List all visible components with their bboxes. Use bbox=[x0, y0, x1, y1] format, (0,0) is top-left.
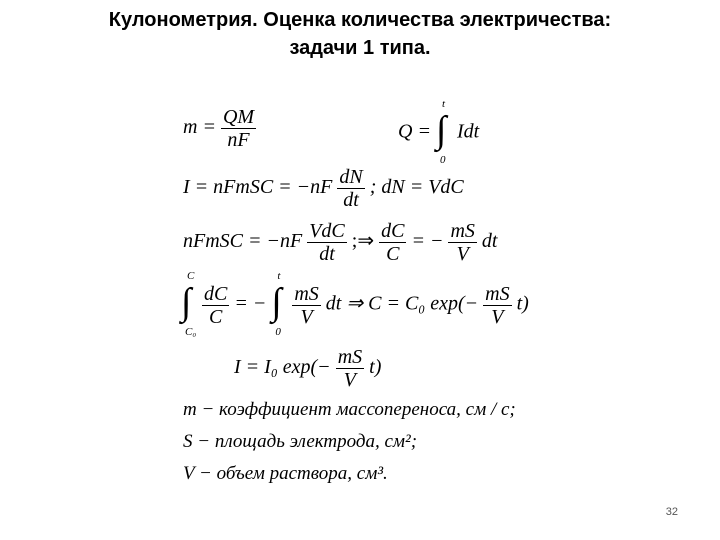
eq6-numerator: mS bbox=[337, 346, 363, 368]
eq3-numerator: dN bbox=[339, 166, 363, 188]
page-number: 32 bbox=[665, 506, 678, 518]
eq5-denominator-2: V bbox=[300, 305, 313, 328]
eq5-int1-upper: C bbox=[187, 270, 195, 282]
eq2-body: Idt bbox=[456, 120, 480, 143]
eq4-denominator-1: dt bbox=[319, 243, 335, 265]
eq5-numerator-3: mS bbox=[485, 282, 510, 305]
eq5-int2-lower: 0 bbox=[275, 326, 281, 338]
eq4-denominator-2: C bbox=[386, 243, 400, 265]
integral-icon: ∫ t 0 bbox=[271, 270, 282, 338]
eq3-denominator: dt bbox=[343, 189, 359, 211]
title-line-2: задачи 1 типа. bbox=[289, 37, 431, 59]
eq5-numerator-2: mS bbox=[294, 282, 319, 305]
integral-icon: ∫ C C₀ bbox=[181, 270, 197, 338]
eq5-denominator-1: C bbox=[209, 305, 223, 328]
variable-definition-s: S − площадь электрода, см²; bbox=[183, 431, 418, 452]
eq1-numerator: QM bbox=[222, 106, 255, 128]
variable-definition-v: V − объем раствора, см³. bbox=[183, 463, 388, 484]
eq4-numerator-2: dC bbox=[381, 220, 405, 242]
eq3-fraction bbox=[337, 166, 364, 211]
eq5-fraction-3 bbox=[483, 283, 511, 328]
equation-charge bbox=[398, 98, 480, 166]
eq5-int1-lower: C₀ bbox=[185, 326, 197, 338]
eq1-lhs: m = bbox=[183, 116, 216, 139]
eq6-text: I = I₀ exp(− bbox=[234, 356, 331, 379]
eq6-fraction bbox=[336, 346, 364, 391]
eq4-fraction-3 bbox=[448, 220, 476, 265]
slide-title bbox=[0, 6, 720, 62]
equation-substitution bbox=[183, 220, 497, 265]
eq4-denominator-3: V bbox=[456, 243, 469, 265]
eq5-equals: = − bbox=[234, 292, 267, 315]
eq1-denominator: nF bbox=[227, 129, 250, 151]
eq4-numerator-3: mS bbox=[450, 220, 475, 242]
equation-current-decay bbox=[234, 346, 381, 391]
eq4-numerator-1: VdC bbox=[309, 220, 345, 242]
eq2-lower-limit: 0 bbox=[439, 154, 446, 166]
eq5-int2-upper: t bbox=[277, 270, 281, 282]
eq4-fraction-2 bbox=[379, 220, 406, 265]
eq3-tail: ; dN = VdC bbox=[369, 176, 464, 199]
equation-current bbox=[183, 166, 464, 211]
equation-mass bbox=[183, 106, 256, 151]
eq6-denominator: V bbox=[343, 369, 357, 391]
eq1-fraction bbox=[221, 106, 256, 151]
eq4-fraction-1 bbox=[307, 220, 347, 265]
eq5-numerator-1: dC bbox=[204, 282, 228, 305]
eq5-fraction-1 bbox=[202, 283, 229, 328]
eq5-tail: t) bbox=[516, 292, 529, 315]
eq6-tail: t) bbox=[369, 356, 382, 379]
eq2-lhs: Q = bbox=[398, 120, 431, 143]
title-line-1: Кулонометрия. Оценка количества электричества: bbox=[108, 9, 612, 31]
eq4-text: nFmSC = −nF bbox=[183, 230, 303, 253]
eq4-tail: dt bbox=[481, 230, 498, 253]
integral-icon: ∫ t 0 bbox=[435, 98, 447, 166]
eq3-text: I = nFmSC = −nF bbox=[183, 176, 333, 199]
variable-definition-m: m − коэффициент массопереноса, см / с; bbox=[183, 399, 516, 420]
eq4-implies: ;⇒ bbox=[351, 230, 375, 253]
eq5-fraction-2 bbox=[292, 283, 320, 328]
eq5-denominator-3: V bbox=[491, 305, 504, 328]
eq4-equals: = − bbox=[411, 230, 444, 253]
eq2-upper-limit: t bbox=[441, 98, 446, 110]
equation-integration bbox=[181, 270, 529, 338]
eq5-middle: dt ⇒ C = C₀ exp(− bbox=[325, 292, 479, 315]
